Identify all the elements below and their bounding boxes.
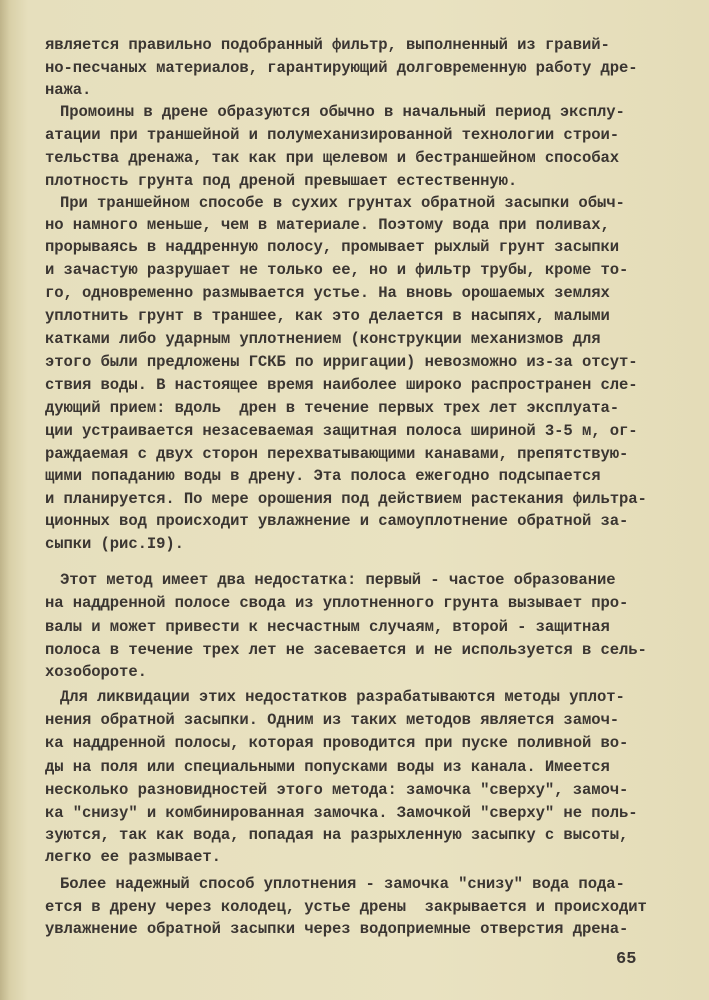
text-line: и зачастую разрушает не только ее, но и фильтр трубы, кроме то- [45, 261, 629, 279]
text-line: на наддренной полосе свода из уплотненного грунта вызывает про- [45, 594, 629, 612]
text-line: прорываясь в наддренную полосу, промывает рыхлый грунт засыпки [45, 238, 619, 256]
text-line: нажа. [45, 81, 92, 99]
text-line: ды на поля или специальными попусками воды из канала. Имеется [45, 758, 610, 776]
paragraph-first-line: является правильно подобранный фильтр, выполненный из гравий- [45, 36, 610, 54]
text-line: атации при траншейной и полумеханизированной технологии строи- [45, 126, 619, 144]
text-line: нения обратной засыпки. Одним из таких методов является замоч- [45, 711, 619, 729]
paragraph-first-line: Промоины в дрене образуются обычно в начальный период эксплу- [60, 103, 625, 121]
text-line: увлажнение обратной засыпки через водоприемные отверстия дрена- [45, 920, 629, 938]
text-line: го, одновременно размывается устье. На вновь орошаемых землях [45, 284, 610, 302]
text-line: плотность грунта под дреной превышает естественную. [45, 172, 518, 190]
text-line: ствия воды. В настоящее время наиболее широко распространен сле- [45, 376, 638, 394]
paragraph-first-line: При траншейном способе в сухих грунтах обратной засыпки обыч- [60, 194, 625, 212]
page-number: 65 [616, 950, 637, 969]
text-line: этого были предложены ГСКБ по ирригации) невозможно из-за отсут- [45, 353, 638, 371]
text-line: ка наддренной полосы, которая проводится при пуске поливной во- [45, 734, 629, 752]
text-line: ции устраивается незасеваемая защитная полоса шириной 3-5 м, ог- [45, 422, 638, 440]
text-line: ционных вод происходит увлажнение и самоуплотнение обратной за- [45, 512, 629, 530]
text-line: валы и может привести к несчастным случаям, второй - защитная [45, 618, 610, 636]
text-line: и планируется. По мере орошения под действием растекания фильтра- [45, 490, 647, 508]
text-line: но намного меньше, чем в материале. Поэтому вода при поливах, [45, 216, 610, 234]
paragraph-first-line: Этот метод имеет два недостатка: первый - частое образование [60, 571, 616, 589]
paragraph-first-line: Для ликвидации этих недостатков разрабатываются методы уплот- [60, 688, 625, 706]
text-line: полоса в течение трех лет не засевается и не используется в сель- [45, 641, 647, 659]
text-line: сыпки (рис.I9). [45, 535, 184, 553]
text-line: уплотнить грунт в траншее, как это делается в насыпях, малыми [45, 307, 610, 325]
text-line: ка "снизу" и комбинированная замочка. Замочкой "сверху" не поль- [45, 804, 638, 822]
text-line: легко ее размывает. [45, 848, 221, 866]
text-line: но-песчаных материалов, гарантирующий долговременную работу дре- [45, 59, 638, 77]
text-line: дующий прием: вдоль дрен в течение первых трех лет эксплуата- [45, 399, 619, 417]
text-line: катками либо ударным уплотнением (конструкции механизмов для [45, 330, 601, 348]
paragraph-first-line: Более надежный способ уплотнения - замочка "снизу" вода пода- [60, 875, 625, 893]
text-line: раждаемая с двух сторон перехватывающими канавами, препятствую- [45, 445, 629, 463]
text-line: зуются, так как вода, попадая на разрыхленную засыпку с высоты, [45, 826, 629, 844]
text-line: щими попаданию воды в дрену. Эта полоса ежегодно подсыпается [45, 467, 601, 485]
text-line: хозобороте. [45, 663, 147, 681]
text-line: ется в дрену через колодец, устье дрены закрывается и происходит [45, 898, 647, 916]
text-line: тельства дренажа, так как при щелевом и бестраншейном способах [45, 149, 619, 167]
text-line: несколько разновидностей этого метода: замочка "сверху", замоч- [45, 781, 629, 799]
